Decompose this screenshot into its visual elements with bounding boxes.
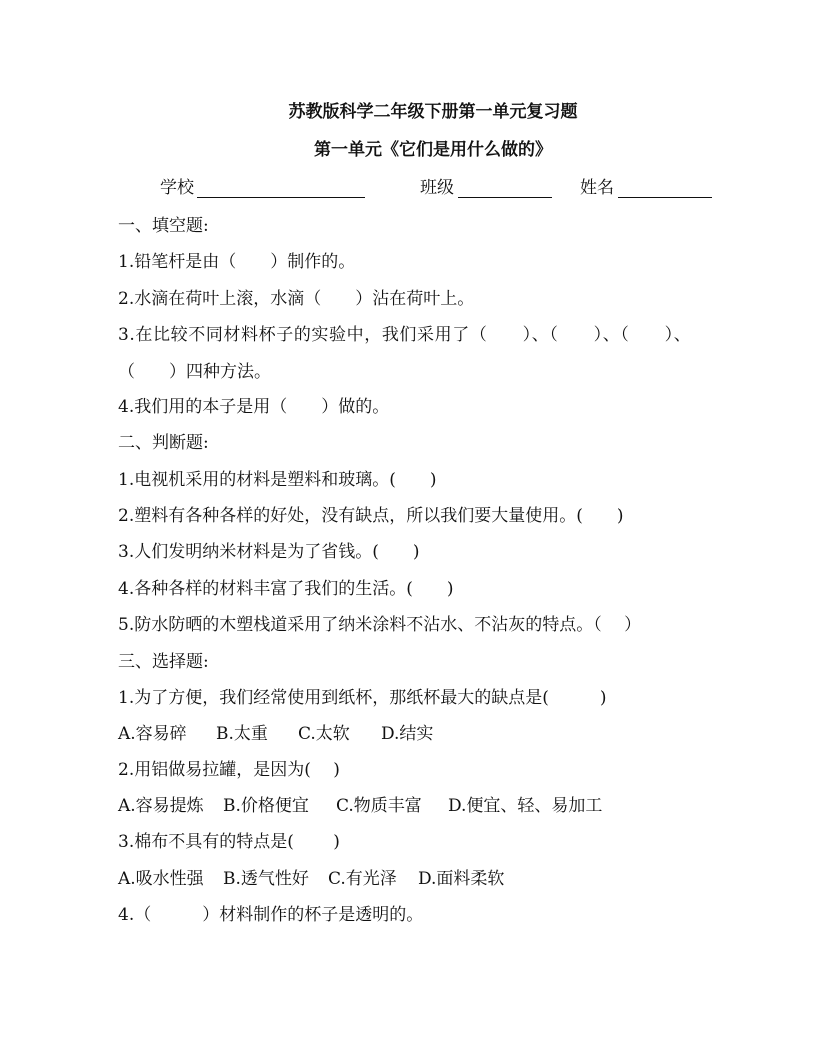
class-field[interactable] <box>458 179 552 198</box>
name-label: 姓名 <box>580 178 614 198</box>
section-heading: 二、判断题: <box>118 433 209 453</box>
choice-question: 2.用铝做易拉罐，是因为( ) <box>118 760 340 780</box>
choice-option: C.太软 <box>298 724 350 744</box>
judge-question: 5.防水防晒的木塑栈道采用了纳米涂料不沾水、不沾灰的特点。（ ） <box>118 615 642 635</box>
fill-question: 2.水滴在荷叶上滚，水滴（ ）沾在荷叶上。 <box>118 289 475 309</box>
choice-question: 3.棉布不具有的特点是( ) <box>118 832 340 852</box>
choice-option: B.价格便宜 <box>223 796 309 816</box>
choice-option: C.有光泽 <box>328 869 397 889</box>
choice-question: 4.（ ）材料制作的杯子是透明的。 <box>118 905 424 925</box>
choice-option: D.结实 <box>381 724 434 744</box>
fill-question: 1.铅笔杆是由（ ）制作的。 <box>118 252 356 272</box>
page-subtitle: 第一单元《它们是用什么做的》 <box>314 140 552 160</box>
judge-question: 2.塑料有各种各样的好处，没有缺点，所以我们要大量使用。( ) <box>118 506 624 526</box>
fill-question-cont: （ ）四种方法。 <box>118 362 271 382</box>
section-heading: 一、填空题: <box>118 216 209 236</box>
choice-option: D.面料柔软 <box>418 869 505 889</box>
section-heading: 三、选择题: <box>118 652 209 672</box>
choice-question: 1.为了方便，我们经常使用到纸杯，那纸杯最大的缺点是( ) <box>118 688 607 708</box>
choice-option: C.物质丰富 <box>336 796 422 816</box>
school-field[interactable] <box>197 179 365 198</box>
judge-question: 1.电视机采用的材料是塑料和玻璃。( ) <box>118 470 437 490</box>
choice-option: B.透气性好 <box>223 869 309 889</box>
choice-option: A.吸水性强 <box>118 869 204 889</box>
choice-option: B.太重 <box>216 724 268 744</box>
choice-option: A.容易提炼 <box>118 796 204 816</box>
class-label: 班级 <box>420 178 454 198</box>
fill-question: 4.我们用的本子是用（ ）做的。 <box>118 397 390 417</box>
school-label: 学校 <box>160 178 194 198</box>
name-field[interactable] <box>618 179 712 198</box>
choice-option: A.容易碎 <box>118 724 187 744</box>
choice-option: D.便宜、轻、易加工 <box>448 796 603 816</box>
page-title: 苏教版科学二年级下册第一单元复习题 <box>288 102 578 122</box>
judge-question: 3.人们发明纳米材料是为了省钱。( ) <box>118 542 420 562</box>
fill-question: 3.在比较不同材料杯子的实验中，我们采用了（ ）、（ ）、（ ）、 <box>118 325 692 345</box>
judge-question: 4.各种各样的材料丰富了我们的生活。( ) <box>118 579 454 599</box>
